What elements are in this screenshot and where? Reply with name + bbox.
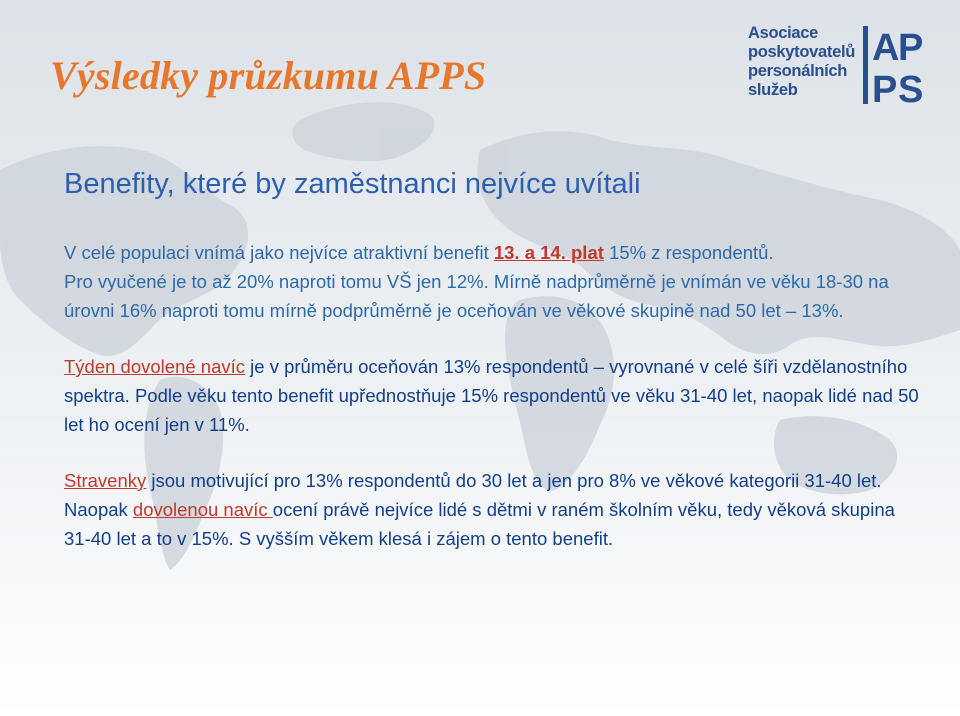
slide-subtitle: Benefity, které by zaměstnanci nejvíce uvítali — [64, 168, 641, 200]
logo-line: služeb — [748, 81, 798, 99]
logo-line: personálních — [748, 62, 848, 80]
paragraph-text: 15% z respondentů. Pro vyučené je to až 20% naproti tomu VŠ jen 12%. Mírně nadprůměrně je vnímán ve věku 18-30 na úrovni 16% naproti tomu mírně podprůměrně je oceňován ve věkové skupině nad 50 let – 13%. — [64, 242, 889, 321]
apps-logo-mark-icon — [863, 20, 929, 106]
logo-mark-letter: P — [872, 69, 898, 106]
logo-mark-letter: P — [898, 27, 924, 69]
paragraph-text: jsou motivující pro 13% respondentů do 30 let a jen pro 8% ve věkové kategorii 31-40 let. Naopak — [64, 470, 882, 520]
paragraph-extra-vacation-week — [64, 352, 924, 439]
logo-mark-letter: S — [898, 69, 924, 106]
apps-logo — [748, 20, 938, 110]
paragraph-text: V celé populaci vnímá jako nejvíce atraktivní benefit — [64, 242, 494, 263]
logo-line: Asociace — [748, 24, 819, 42]
slide-body — [64, 238, 924, 580]
logo-wordmark — [748, 24, 868, 100]
highlight-meal-vouchers: Stravenky — [64, 470, 147, 491]
logo-mark-letter: A — [872, 27, 900, 69]
logo-line: poskytovatelů — [748, 43, 856, 61]
paragraph-text: ocení právě nejvíce lidé s dětmi v raném školním věku, tedy věková skupina 31-40 let a to v 15%. S vyšším věkem klesá i zájem o tento benefit. — [64, 499, 895, 549]
highlight-extra-vacation-week: Týden dovolené navíc — [64, 356, 246, 377]
highlight-extra-vacation: dovolenou navíc — [132, 499, 273, 520]
highlight-13th-14th-salary: 13. a 14. plat — [493, 242, 604, 263]
slide-title: Výsledky průzkumu APPS — [50, 53, 487, 98]
paragraph-13th-14th-salary — [64, 238, 924, 325]
paragraph-text: je v průměru oceňován 13% respondentů – vyrovnané v celé šíři vzdělanostního spektra. Podle věku tento benefit upřednostňuje 15% respondentů ve věku 31-40 let, naopak lidé nad 50 let ho ocení jen v 11%. — [64, 356, 919, 435]
paragraph-meal-vouchers — [64, 466, 924, 553]
